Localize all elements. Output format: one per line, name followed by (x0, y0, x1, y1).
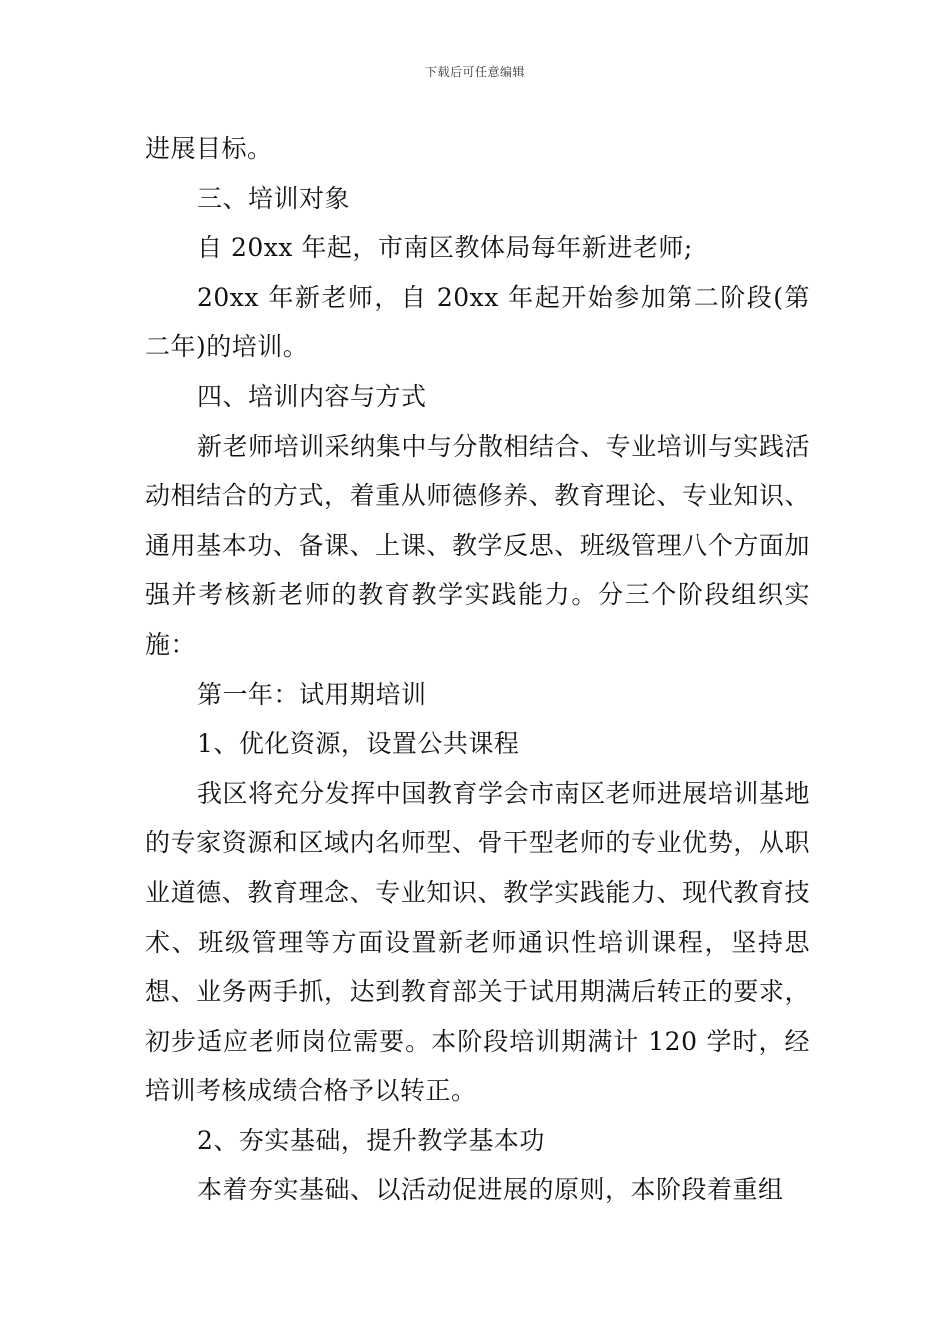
paragraph-year-1-heading: 第一年：试用期培训 (197, 679, 427, 709)
paragraph-3: 自 20xx 年起，市南区教体局每年新进老师; (197, 233, 693, 263)
page-header: 下载后可任意编辑 (424, 65, 525, 79)
paragraph-1: 进展目标。 (145, 134, 273, 163)
paragraph-section-4-heading: 四、培训内容与方式 (197, 381, 427, 411)
paragraph-4: 20xx 年新老师，自 20xx 年起开始参加第二阶段(第二年)的培训。 (145, 282, 810, 362)
document-body (145, 124, 810, 1215)
paragraph-section-3-heading: 三、培训对象 (197, 183, 351, 213)
paragraph-subheading-1: 1、优化资源，设置公共课程 (197, 729, 520, 759)
paragraph-11: 本着夯实基础、以活动促进展的原则，本阶段着重组 (197, 1175, 784, 1205)
paragraph-6: 新老师培训采纳集中与分散相结合、专业培训与实践活动相结合的方式，着重从师德修养、教育理论、专业知识、通用基本功、备课、上课、教学反思、班级管理八个方面加强并考核新老师的教育教学实践能力。分三个阶段组织实施： (145, 431, 810, 659)
paragraph-subheading-2: 2、夯实基础，提升教学基本功 (197, 1125, 545, 1155)
paragraph-9: 我区将充分发挥中国教育学会市南区老师进展培训基地的专家资源和区域内名师型、骨干型老师的专业优势，从职业道德、教育理念、专业知识、教学实践能力、现代教育技术、班级管理等方面设置新老师通识性培训课程，坚持思想、业务两手抓，达到教育部关于试用期满后转正的要求，初步适应老师岗位需要。本阶段培训期满计 120 学时，经培训考核成绩合格予以转正。 (145, 778, 810, 1106)
